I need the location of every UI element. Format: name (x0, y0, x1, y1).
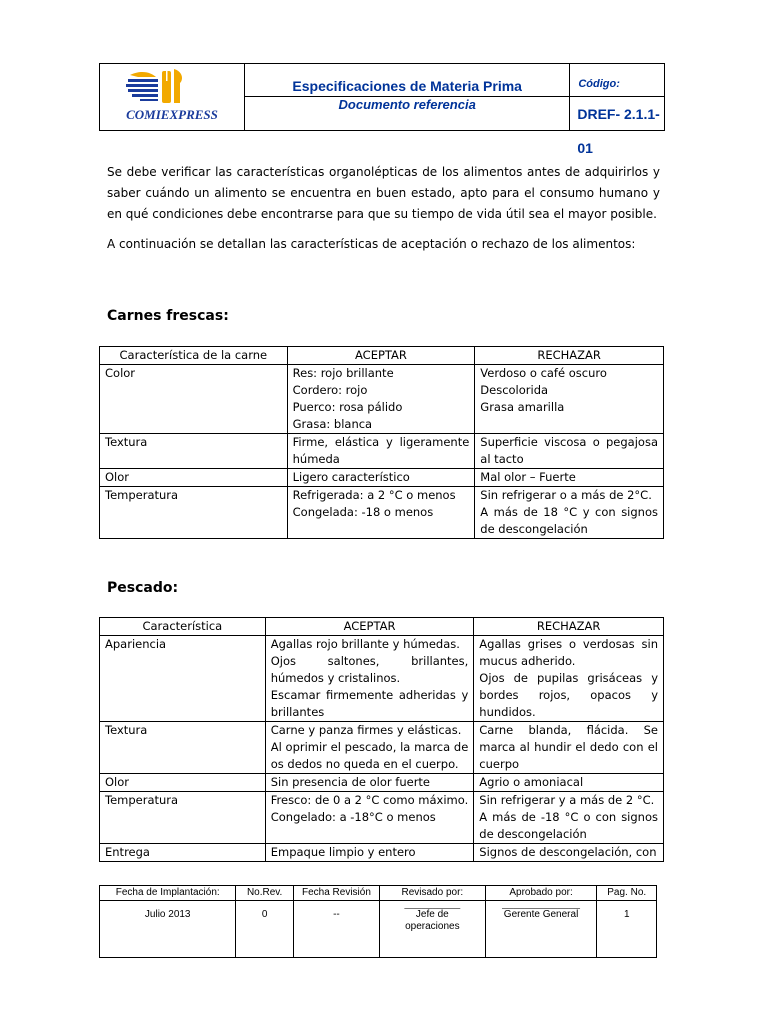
accept-cell (265, 792, 474, 844)
reject-item: Sin refrigerar y a más de 2 °C. (479, 793, 655, 807)
signature-line: ______________ (502, 901, 580, 909)
logo-cell (100, 64, 245, 131)
reject-cell (475, 487, 664, 539)
pescado-table-body (100, 636, 664, 862)
reject-cell (475, 434, 664, 469)
column-header: Característica (100, 618, 266, 636)
accept-item: Congelada: -18 o menos (292, 505, 434, 519)
reject-item: Grasa amarilla (480, 400, 565, 414)
footer-label: Revisado por: (380, 886, 486, 901)
accept-cell (265, 636, 474, 722)
accept-cell (287, 469, 475, 487)
footer-label: Fecha de Implantación: (100, 886, 236, 901)
reject-item: Signos de descongelación, con (479, 845, 657, 859)
accept-item: Refrigerada: a 2 °C o menos (292, 488, 456, 502)
code-cell (570, 64, 665, 156)
accept-item: Carne y panza firmes y elásticas. (270, 723, 462, 737)
section-heading-pescado: Pescado: (107, 580, 179, 596)
document-header (99, 63, 665, 156)
characteristic-cell: Olor (100, 774, 266, 792)
logo-wordmark: COMIEXPRESS (126, 107, 218, 122)
signature-line: __________ (404, 901, 461, 909)
reject-item: Mal olor – Fuerte (480, 470, 576, 484)
reject-item: Sin refrigerar o a más de 2°C. (480, 488, 652, 502)
revision-date: -- (293, 901, 379, 958)
column-header: ACEPTAR (287, 347, 475, 365)
reject-cell (475, 365, 664, 434)
accept-cell (265, 774, 474, 792)
reject-item: A más de -18 °C o con signos de descongelación (479, 810, 658, 841)
table-row (100, 469, 664, 487)
accept-item: Grasa: blanca (292, 417, 373, 431)
table-header-row (100, 618, 664, 636)
accept-cell (287, 434, 475, 469)
table-row (100, 434, 664, 469)
accept-item: Sin presencia de olor fuerte (270, 775, 431, 789)
characteristic-cell: Textura (100, 434, 288, 469)
table-row (100, 365, 664, 434)
accept-item: Fresco: de 0 a 2 °C como máximo. (270, 793, 469, 807)
revision-number: 0 (236, 901, 293, 958)
reject-cell (474, 792, 664, 844)
column-header: RECHAZAR (475, 347, 664, 365)
accept-item: Congelado: a -18°C o menos (270, 810, 436, 824)
reject-item: Agrio o amoniacal (479, 775, 584, 789)
footer-label: No.Rev. (236, 886, 293, 901)
intro-paragraph-2: A continuación se detallan las características de aceptación o rechazo de los alimentos: (107, 237, 636, 251)
fork-knife-icon (160, 69, 182, 103)
accept-item: Escamar firmemente adheridas y brillantes (270, 688, 469, 719)
accept-item: Ligero característico (292, 470, 410, 484)
document-footer (99, 885, 657, 958)
accept-item: Puerco: rosa pálido (292, 400, 403, 414)
accept-item: Res: rojo brillante (292, 366, 394, 380)
accept-item: Agallas rojo brillante y húmedas. (270, 637, 460, 651)
intro-paragraph: Se debe verificar las características organolépticas de los alimentos antes de adquirirlos y saber cuándo un alimento se encuentra en buen estado, apto para el consumo humano y en qué condiciones debe encontrarse para que su tiempo de vida útil sea el mayor posible. (107, 165, 660, 221)
accept-cell (287, 487, 475, 539)
reviewed-by (380, 901, 486, 958)
approved-by-role: Gerente General (503, 909, 579, 920)
accept-item: Cordero: rojo (292, 383, 368, 397)
characteristic-cell: Textura (100, 722, 266, 774)
column-header: Característica de la carne (100, 347, 288, 365)
accept-item: Firme, elástica y ligeramente húmeda (292, 435, 470, 466)
reject-cell (475, 469, 664, 487)
reject-cell (474, 636, 664, 722)
table-row (100, 636, 664, 722)
characteristic-cell: Temperatura (100, 792, 266, 844)
reject-cell (474, 722, 664, 774)
characteristic-cell: Entrega (100, 844, 266, 862)
code-label: Código: (570, 64, 664, 97)
characteristic-cell: Apariencia (100, 636, 266, 722)
reject-item: Agallas grises o verdosas sin mucus adherido. (479, 637, 658, 668)
footer-label: Pag. No. (597, 886, 657, 901)
document-title: Especificaciones de Materia Prima (245, 64, 569, 97)
approved-by (485, 901, 597, 958)
table-header-row (100, 347, 664, 365)
implementation-date: Julio 2013 (100, 901, 236, 958)
carnes-table (99, 346, 664, 539)
comiexpress-logo (100, 65, 244, 129)
document-subtitle: Documento referencia (338, 97, 476, 112)
table-row (100, 792, 664, 844)
reject-cell (474, 844, 664, 862)
column-header: RECHAZAR (474, 618, 664, 636)
reject-item: Ojos de pupilas grisáceas y bordes rojos, opacos y hundidos. (479, 671, 658, 719)
column-header: ACEPTAR (265, 618, 474, 636)
pescado-table (99, 617, 664, 862)
section-heading-carnes: Carnes frescas: (107, 308, 229, 324)
characteristic-cell: Olor (100, 469, 288, 487)
footer-label: Aprobado por: (485, 886, 597, 901)
code-value: DREF- 2.1.1-01 (577, 106, 660, 156)
accept-cell (265, 844, 474, 862)
accept-item: Ojos saltones, brillantes, húmedos y cristalinos. (270, 654, 469, 685)
reject-item: Verdoso o café oscuro (480, 366, 607, 380)
title-cell (245, 64, 570, 131)
characteristic-cell: Color (100, 365, 288, 434)
table-row (100, 774, 664, 792)
footer-label: Fecha Revisión (293, 886, 379, 901)
accept-item: Empaque limpio y entero (270, 845, 416, 859)
reject-item: A más de 18 °C y con signos de descongelación (480, 505, 658, 536)
table-row (100, 487, 664, 539)
accept-item: Al oprimir el pescado, la marca de os dedos no queda en el cuerpo. (270, 740, 469, 771)
table-row (100, 722, 664, 774)
reject-item: Carne blanda, flácida. Se marca al hundir el dedo con el cuerpo (479, 723, 658, 771)
characteristic-cell: Temperatura (100, 487, 288, 539)
logo-speed-lines-icon (126, 72, 158, 101)
page-number: 1 (597, 901, 657, 958)
reject-item: Superficie viscosa o pegajosa al tacto (480, 435, 658, 466)
table-row (100, 844, 664, 862)
accept-cell (287, 365, 475, 434)
carnes-table-body (100, 365, 664, 539)
reject-cell (474, 774, 664, 792)
accept-cell (265, 722, 474, 774)
reviewed-by-role: Jefe de operaciones (405, 909, 460, 932)
reject-item: Descolorida (480, 383, 549, 397)
